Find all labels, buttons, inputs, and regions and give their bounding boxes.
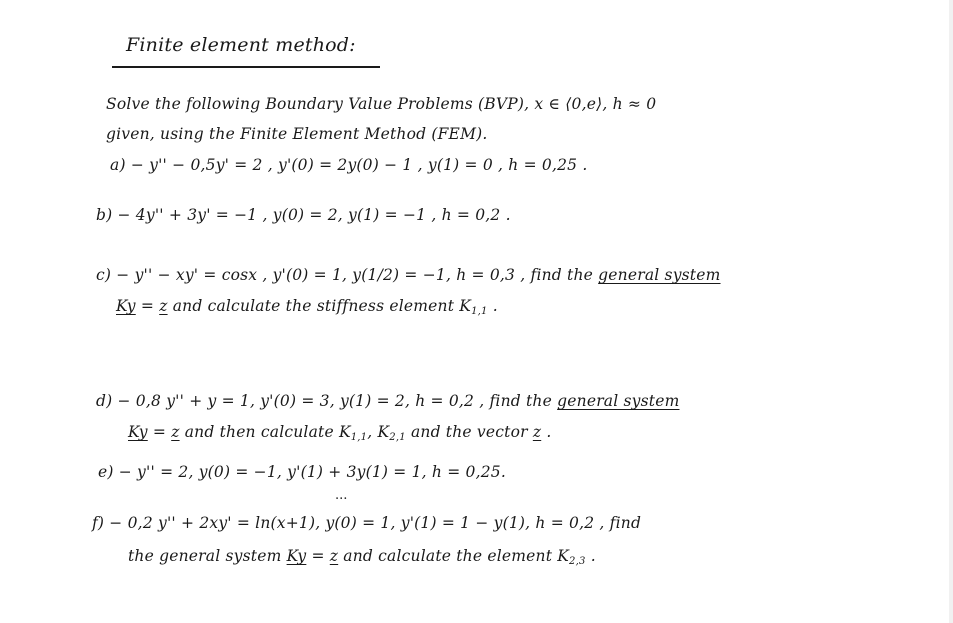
page-edge (949, 0, 953, 623)
problem-d-eq: = (147, 423, 172, 441)
problem-c-text: c) − y'' − xy' = cosx , y'(0) = 1, y(1/2) = −1, h = 0,3 , find the (96, 266, 594, 284)
problem-d-text: d) − 0,8 y'' + y = 1, y'(0) = 3, y(1) = 2, h = 0,2 , find the (96, 392, 552, 410)
problem-c-Ky: Ky (116, 297, 136, 315)
problem-d-vector-z: z (532, 423, 542, 441)
problem-d-post: and then calculate K (179, 423, 351, 441)
problem-f-z: z (329, 547, 339, 565)
problem-f-k-subscript: 2,3 (569, 556, 586, 567)
problem-b: b) − 4y'' + 3y' = −1 , y(0) = 2, y(1) = −1 , h = 0,2 . (96, 206, 511, 224)
problem-f-line-1: f) − 0,2 y'' + 2xy' = ln(x+1), y(0) = 1, y'(1) = 1 − y(1), h = 0,2 , find (92, 514, 642, 532)
problem-f-pre: the general system (128, 547, 287, 565)
problem-f-line-2 (128, 547, 596, 567)
problem-d-sep: , K (367, 423, 390, 441)
problem-d-k2-subscript: 2,1 (389, 432, 406, 443)
title-underline (112, 66, 380, 68)
problem-c-z: z (159, 297, 168, 315)
stray-marks: ... (335, 488, 348, 503)
problem-d-line-1 (96, 392, 680, 410)
problem-d-k1-subscript: 1,1 (350, 432, 368, 443)
problem-c-eq: = (135, 297, 160, 315)
problem-d-z: z (171, 423, 180, 441)
problem-d-end: . (541, 423, 552, 441)
problem-a: a) − y'' − 0,5y' = 2 , y'(0) = 2y(0) − 1 , y(1) = 0 , h = 0,25 . (110, 156, 588, 174)
problem-c-k-subscript: 1,1 (471, 306, 488, 317)
problem-d-vec: and the vector (405, 423, 533, 441)
problem-c-post: and calculate the stiffness element K (167, 297, 472, 315)
problem-e: e) − y'' = 2, y(0) = −1, y'(1) + 3y(1) = 1, h = 0,25. (98, 463, 506, 481)
problem-f-eq: = (306, 547, 330, 565)
page-title: Finite element method: (126, 34, 356, 56)
problem-c-general-system: general system (598, 266, 721, 284)
problem-c-line-1 (96, 266, 721, 284)
problem-f-Ky: Ky (286, 547, 307, 565)
problem-d-Ky: Ky (128, 423, 148, 441)
problem-c-line-2 (116, 297, 498, 317)
problem-f-post: and calculate the element K (338, 547, 570, 565)
intro-line-1: Solve the following Boundary Value Problems (BVP), x ∈ ⟨0,e⟩, h ≈ 0 (106, 95, 657, 113)
problem-d-general-system: general system (557, 392, 680, 410)
intro-line-2: given, using the Finite Element Method (FEM). (106, 125, 488, 143)
problem-f-end: . (585, 547, 596, 565)
problem-c-end: . (487, 297, 498, 315)
problem-d-line-2 (128, 423, 551, 443)
